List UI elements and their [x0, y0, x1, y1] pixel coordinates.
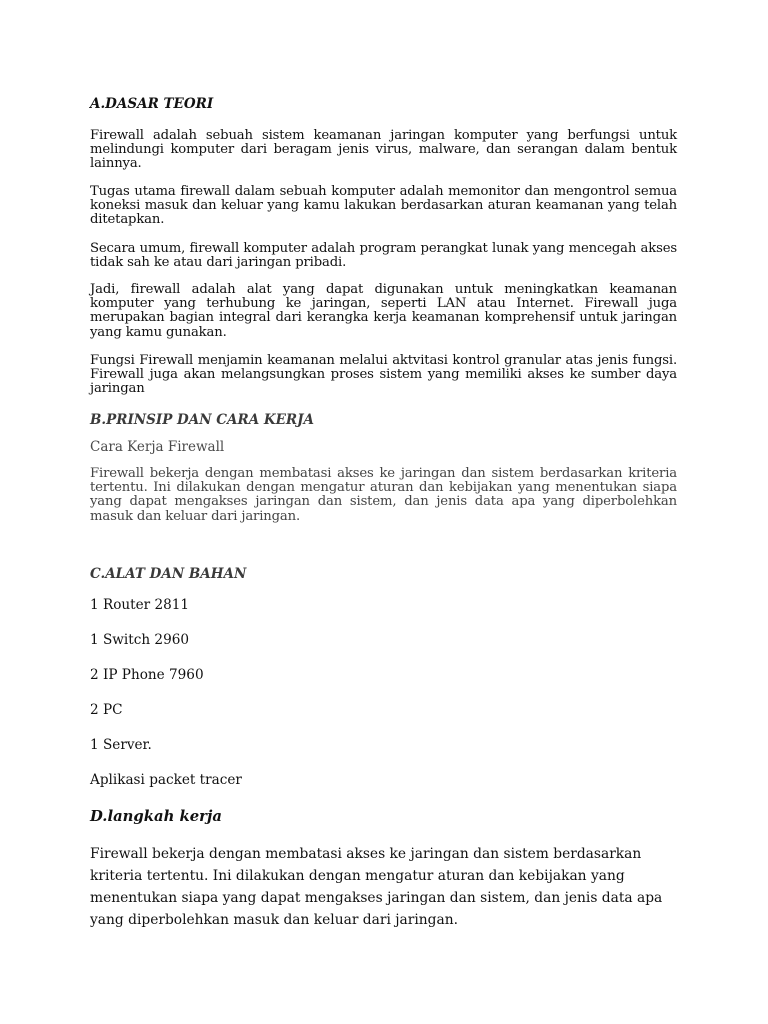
- material-item-6: Aplikasi packet tracer: [90, 772, 242, 788]
- section-a-paragraph-3: Secara umum, firewall komputer adalah program perangkat lunak yang mencegah akses tidak sah ke atau dari jaringan pribadi.: [90, 241, 677, 271]
- section-a-paragraph-4: Jadi, firewall adalah alat yang dapat digunakan untuk meningkatkan keamanan komputer yang terhubung ke jaringan, seperti LAN atau Internet. Firewall juga merupakan bagian integral dari kerangka kerja keamanan komprehensif untuk jaringan yang kamu gunakan.: [90, 282, 677, 340]
- section-b-paragraph: Firewall bekerja dengan membatasi akses ke jaringan dan sistem berdasarkan kriteria tertentu. Ini dilakukan dengan mengatur aturan dan kebijakan yang menentukan siapa yang dapat mengakses jaringan dan sistem, dan jenis data apa yang diperbolehkan masuk dan keluar dari jaringan.: [90, 466, 677, 524]
- material-item-3: 2 IP Phone 7960: [90, 667, 204, 683]
- section-a-paragraph-2: Tugas utama firewall dalam sebuah komputer adalah memonitor dan mengontrol semua koneksi masuk dan keluar yang kamu lakukan berdasarkan aturan keamanan yang telah ditetapkan.: [90, 184, 677, 228]
- material-item-5: 1 Server.: [90, 737, 152, 753]
- section-d-paragraph: Firewall bekerja dengan membatasi akses ke jaringan dan sistem berdasarkan kriteria tertentu. Ini dilakukan dengan mengatur aturan dan kebijakan yang menentukan siapa yang dapat mengakses jaringan dan sistem, dan jenis data apa yang diperbolehkan masuk dan keluar dari jaringan.: [90, 846, 663, 928]
- material-item-2: 1 Switch 2960: [90, 632, 190, 648]
- section-a-paragraph-1: Firewall adalah sebuah sistem keamanan jaringan komputer yang berfungsi untuk melindungi komputer dari beragam jenis virus, malware, dan serangan dalam bentuk lainnya.: [90, 128, 677, 172]
- section-a-heading: A.DASAR TEORI: [90, 96, 214, 112]
- section-c-heading: C.ALAT DAN BAHAN: [90, 566, 247, 582]
- material-item-4: 2 PC: [90, 702, 123, 718]
- section-b-heading: B.PRINSIP DAN CARA KERJA: [90, 412, 314, 428]
- material-item-1: 1 Router 2811: [90, 597, 190, 613]
- section-d-heading: D.langkah kerja: [90, 808, 222, 825]
- section-b-subheading: Cara Kerja Firewall: [90, 439, 225, 455]
- section-a-paragraph-5: Fungsi Firewall menjamin keamanan melalui aktvitasi kontrol granular atas jenis fungsi. Firewall juga akan melangsungkan proses sistem yang memiliki akses ke sumber daya jaringan: [90, 353, 677, 397]
